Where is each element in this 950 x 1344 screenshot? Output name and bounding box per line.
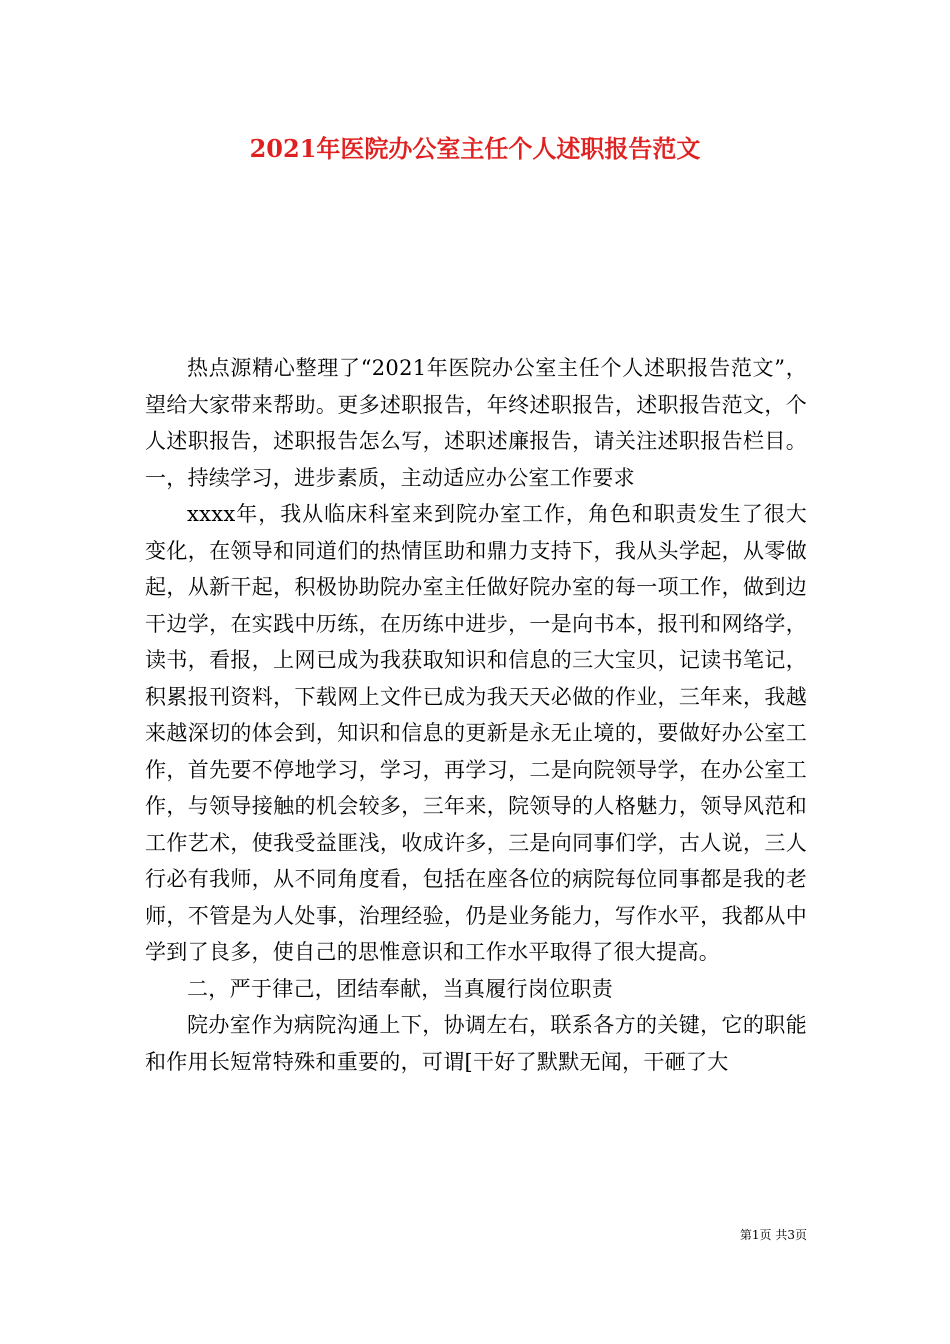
- page-number: 第1页 共3页: [739, 1228, 807, 1242]
- paragraph-learning: xxxx年，我从临床科室来到院办室工作，角色和职责发生了很大变化，在领导和同道们的热情匡助和鼎力支持下，我从头学起，从零做起，从新干起，积极协助院办室主任做好院办室的每一项工作，做到边干边学，在实践中历练，在历练中进步，一是向书本，报刊和网络学，读书，看报，上网已成为我获取知识和信息的三大宝贝，记读书笔记，积累报刊资料，下载网上文件已成为我天天必做的作业，三年来，我越来越深切的体会到，知识和信息的更新是永无止境的，要做好办公室工作，首先要不停地学习，学习，再学习，二是向院领导学，在办公室工作，与领导接触的机会较多，三年来，院领导的人格魅力，领导风范和工作艺术，使我受益匪浅，收成许多，三是向同事们学，古人说，三人行必有我师，从不同角度看，包括在座各位的病院每位同事都是我的老师，不管是为人处事，治理经验，仍是业务能力，写作水平，我都从中学到了良多，使自己的思惟意识和工作水平取得了很大提高。: [145, 502, 807, 964]
- document-body: [145, 350, 807, 1080]
- paragraph-office-role: 院办室作为病院沟通上下，协调左右，联系各方的关键，它的职能和作用长短常特殊和重要的，可谓[干好了默默无闻，干砸了大: [145, 1013, 807, 1074]
- paragraph-heading-two: 二，严于律己，团结奉献，当真履行岗位职责: [187, 976, 613, 1001]
- paragraph-intro: 热点源精心整理了“2021年医院办公室主任个人述职报告范文”，望给大家带来帮助。更多述职报告，年终述职报告，述职报告范文，个人述职报告，述职报告怎么写，述职述廉报告，请关注述职报告栏目。一，持续学习，进步素质，主动适应办公室工作要求: [145, 356, 807, 490]
- document-title: 2021年医院办公室主任个人述职报告范文: [249, 134, 701, 163]
